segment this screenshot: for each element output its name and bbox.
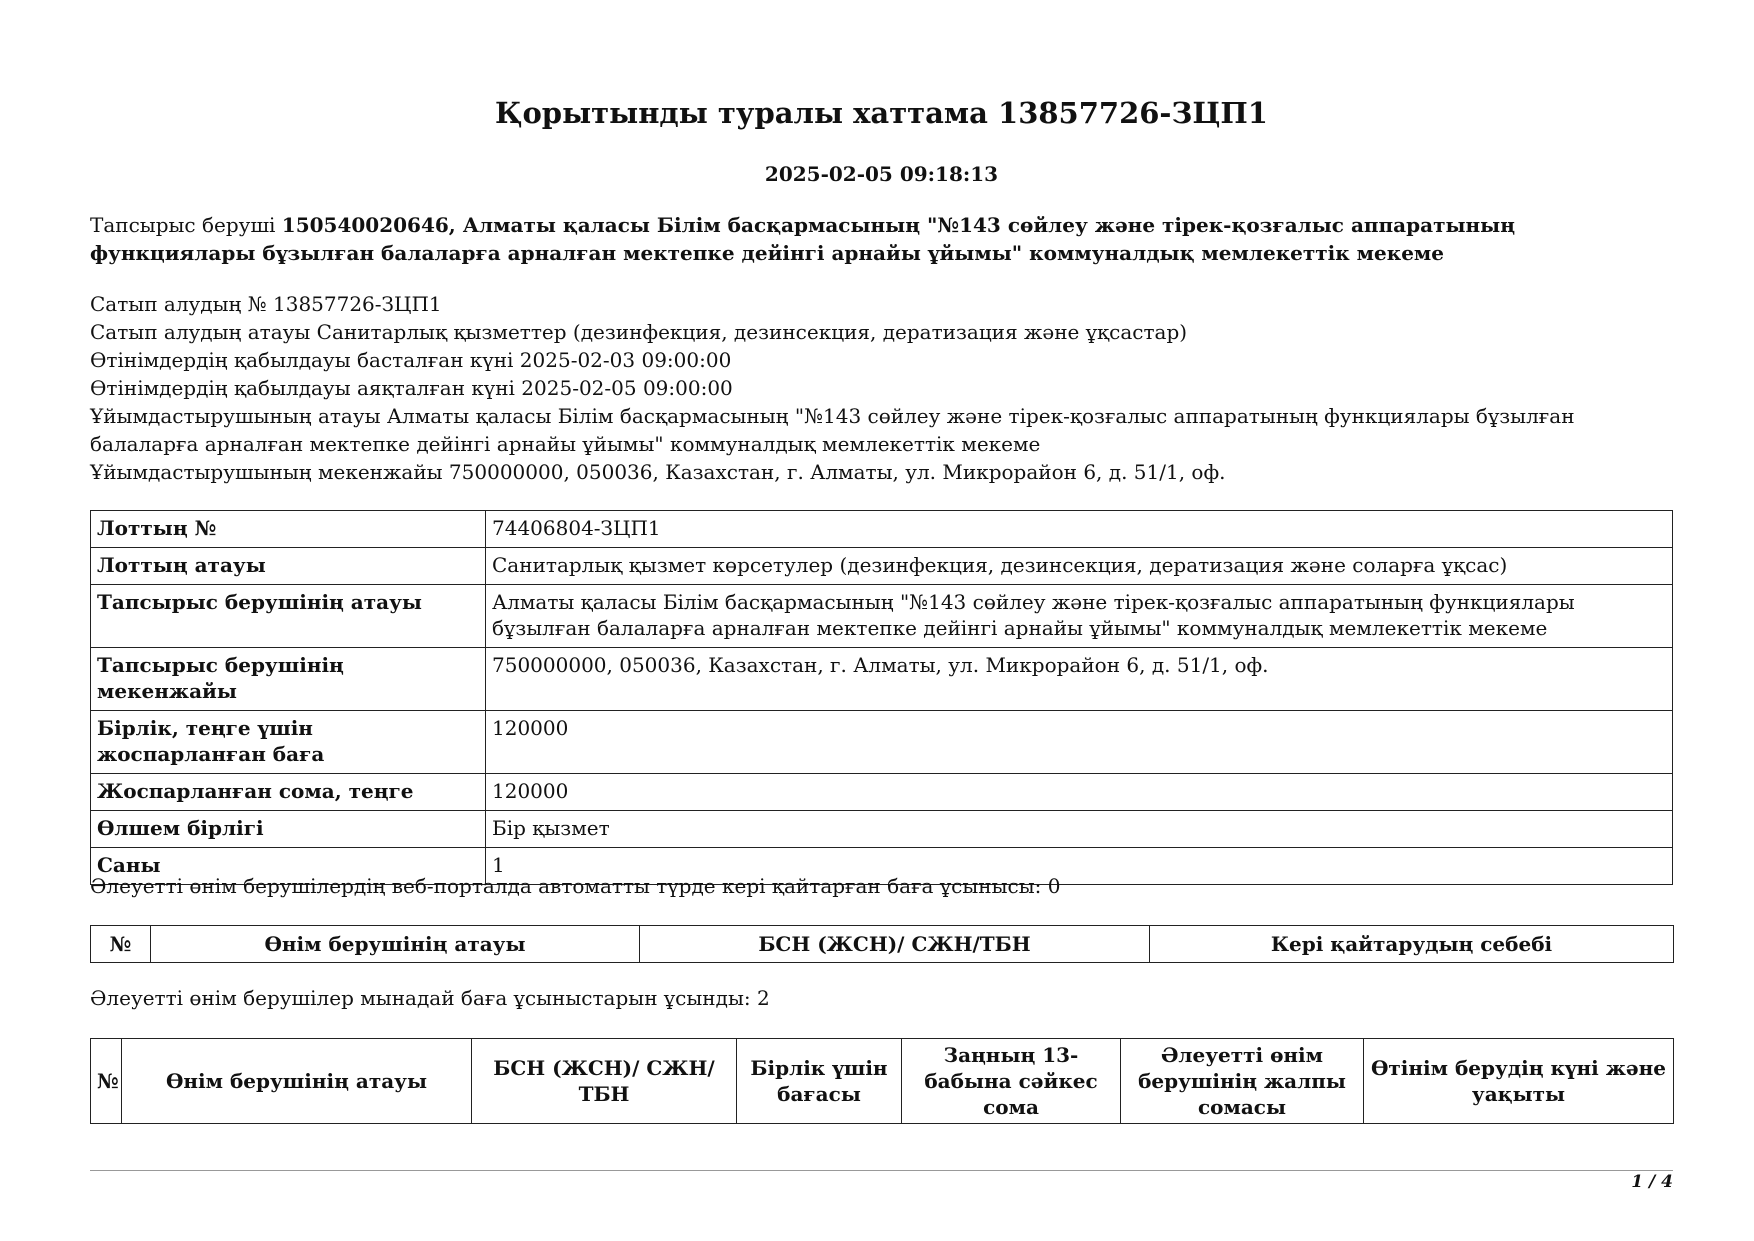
table-row — [91, 648, 1673, 711]
table-row — [91, 511, 1673, 548]
column-header: Бірлік үшін бағасы — [737, 1039, 902, 1124]
meta-procurement-name: Сатып алудың атауы Санитарлық қызметтер (дезинфекция, дезинсекция, дератизация және ұқсастар) — [90, 320, 1188, 344]
lot-key: Жоспарланған сома, теңге — [91, 774, 486, 811]
lot-value: 750000000, 050036, Казахстан, г. Алматы, ул. Микрорайон 6, д. 51/1, оф. — [486, 648, 1673, 711]
lot-key: Өлшем бірлігі — [91, 811, 486, 848]
meta-end-date: Өтінімдердің қабылдауы аяқталған күні 2025-02-05 09:00:00 — [90, 376, 733, 400]
column-header: Өтінім берудің күні және уақыты — [1364, 1039, 1674, 1124]
column-header: БСН (ЖСН)/ СЖН/ТБН — [472, 1039, 737, 1124]
lot-table — [90, 510, 1673, 885]
column-header: Өнім берушінің атауы — [122, 1039, 472, 1124]
lot-key: Лоттың атауы — [91, 548, 486, 585]
table-header-row — [91, 926, 1674, 963]
submitted-offers-table — [90, 1038, 1674, 1124]
table-row — [91, 548, 1673, 585]
column-header: Әлеуетті өнім берушінің жалпы сомасы — [1121, 1039, 1364, 1124]
returned-offers-note: Әлеуетті өнім берушілердің веб-порталда автоматты түрде кері қайтарған баға ұсынысы: 0 — [90, 874, 1061, 898]
column-header: № — [91, 1039, 122, 1124]
column-header: БСН (ЖСН)/ СЖН/ТБН — [640, 926, 1150, 963]
customer-paragraph — [90, 211, 1673, 267]
returned-offers-table — [90, 925, 1674, 963]
table-row — [91, 811, 1673, 848]
customer-label: Тапсырыс беруші — [90, 213, 276, 237]
column-header: Кері қайтарудың себебі — [1150, 926, 1674, 963]
meta-organizer-name: Ұйымдастырушының атауы Алматы қаласы Білім басқармасының "№143 сөйлеу және тірек-қозғалыс аппаратының функциялары бұзылған балаларға арналған мектепке дейінгі арнайы ұйымы" коммуналдық мемлекеттік мекеме — [90, 404, 1575, 456]
lot-value: 120000 — [486, 711, 1673, 774]
document-datetime: 2025-02-05 09:18:13 — [764, 162, 999, 186]
submitted-offers-note: Әлеуетті өнім берушілер мынадай баға ұсыныстарын ұсынды: 2 — [90, 986, 770, 1010]
lot-key: Бірлік, теңге үшін жоспарланған баға — [91, 711, 486, 774]
lot-value: 1 — [486, 848, 1673, 885]
lot-value: 74406804-ЗЦП1 — [486, 511, 1673, 548]
lot-value: Санитарлық қызмет көрсетулер (дезинфекция, дезинсекция, дератизация және соларға ұқсас) — [486, 548, 1673, 585]
meta-organizer-address: Ұйымдастырушының мекенжайы 750000000, 050036, Казахстан, г. Алматы, ул. Микрорайон 6, д. 51/1, оф. — [90, 460, 1226, 484]
lot-key: Саны — [91, 848, 486, 885]
procurement-meta — [90, 290, 1673, 486]
footer-divider — [90, 1170, 1673, 1171]
lot-value: 120000 — [486, 774, 1673, 811]
lot-key: Тапсырыс берушінің атауы — [91, 585, 486, 648]
table-row — [91, 585, 1673, 648]
table-row — [91, 711, 1673, 774]
customer-value: 150540020646, Алматы қаласы Білім басқармасының "№143 сөйлеу және тірек-қозғалыс аппаратының функциялары бұзылған балаларға арналған мектепке дейінгі арнайы ұйымы" коммуналдық мемлекеттік мекеме — [90, 213, 1515, 265]
meta-procurement-number: Сатып алудың № 13857726-ЗЦП1 — [90, 292, 442, 316]
table-header-row — [91, 1039, 1674, 1124]
lot-key: Лоттың № — [91, 511, 486, 548]
column-header: Өнім берушінің атауы — [151, 926, 640, 963]
lot-value: Бір қызмет — [486, 811, 1673, 848]
lot-value: Алматы қаласы Білім басқармасының "№143 сөйлеу және тірек-қозғалыс аппаратының функциялары бұзылған балаларға арналған мектепке дейінгі арнайы ұйымы" коммуналдық мемлекеттік мекеме — [486, 585, 1673, 648]
lot-key: Тапсырыс берушінің мекенжайы — [91, 648, 486, 711]
document-page — [90, 0, 1673, 1241]
column-header: № — [91, 926, 151, 963]
document-title: Қорытынды туралы хаттама 13857726-ЗЦП1 — [495, 96, 1268, 130]
table-row — [91, 774, 1673, 811]
column-header: Заңның 13-бабына сәйкес сома — [902, 1039, 1121, 1124]
page-number: 1 / 4 — [1631, 1172, 1673, 1192]
meta-start-date: Өтінімдердің қабылдауы басталған күні 2025-02-03 09:00:00 — [90, 348, 732, 372]
